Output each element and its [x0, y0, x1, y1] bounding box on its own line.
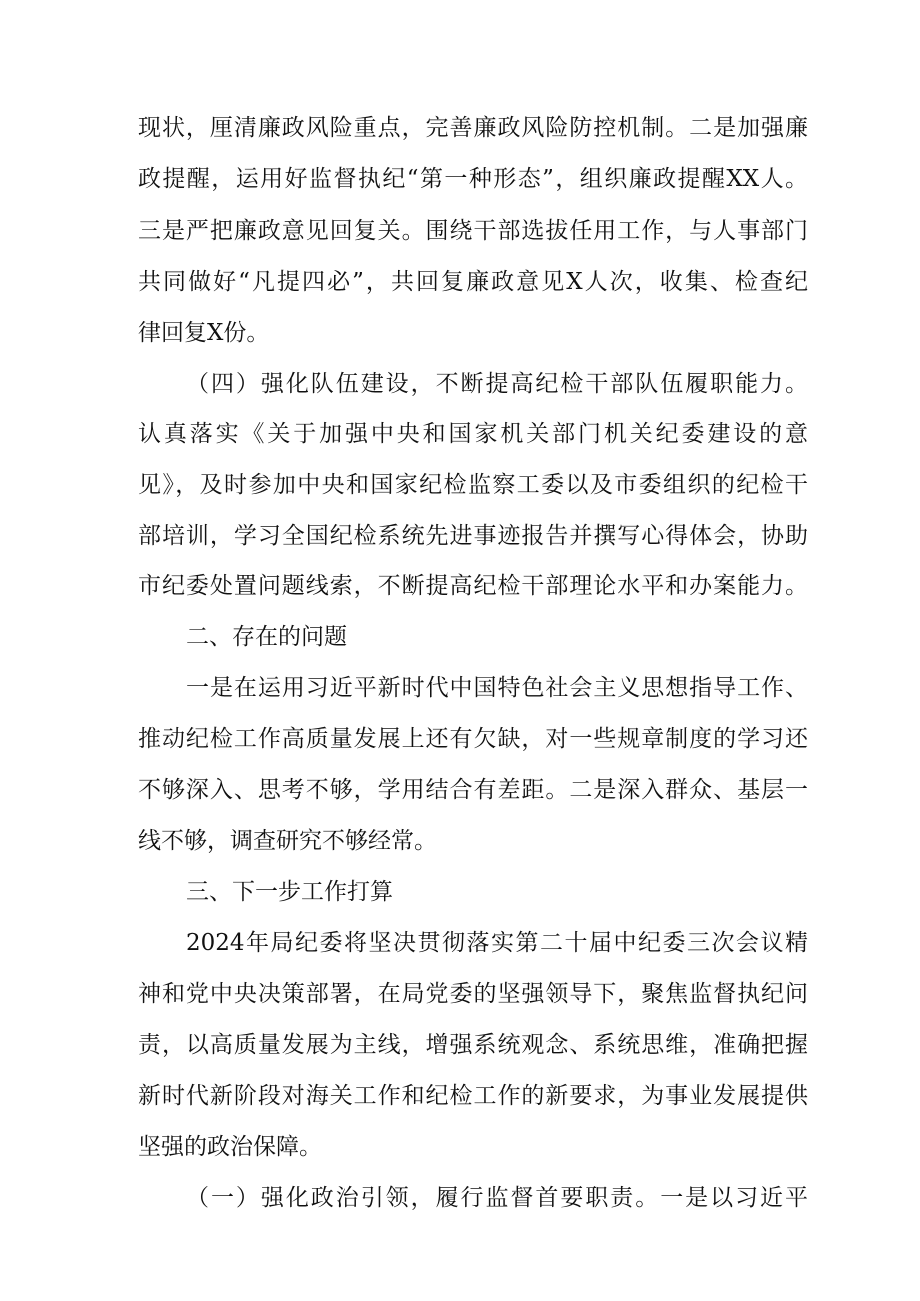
text-line: 一是在运用习近平新时代中国特色社会主义思想指导工作、 [186, 675, 808, 701]
text-line: 不够深入、思考不够，学用结合有差距。二是深入群众、基层一 [138, 777, 808, 803]
text-line: （四）强化队伍建设，不断提高纪检干部队伍履职能力。 [186, 371, 808, 397]
text-line: 市纪委处置问题线索，不断提高纪检干部理论水平和办案能力。 [138, 573, 808, 599]
text-line: 现状，厘清廉政风险重点，完善廉政风险防控机制。二是加强廉 [138, 115, 808, 141]
text-line: 线不够，调查研究不够经常。 [138, 828, 437, 854]
text-line: 三是严把廉政意见回复关。围绕干部选拔任用工作，与人事部门 [138, 218, 808, 244]
text-line: 神和党中央决策部署，在局党委的坚强领导下，聚焦监督执纪问 [138, 981, 808, 1007]
text-line: 律回复X份。 [138, 320, 270, 346]
text-line: 政提醒，运用好监督执纪“第一种形态”，组织廉政提醒XX人。 [138, 166, 808, 192]
section-heading: 二、存在的问题 [186, 624, 347, 650]
text-line: 责，以高质量发展为主线，增强系统观念、系统思维，准确把握 [138, 1032, 808, 1058]
text-line: 推动纪检工作高质量发展上还有欠缺，对一些规章制度的学习还 [138, 726, 808, 752]
text-line: 共同做好“凡提四必”，共回复廉政意见X人次，收集、检查纪 [138, 269, 808, 295]
text-line: 见》，及时参加中央和国家纪检监察工委以及市委组织的纪检干 [138, 472, 808, 498]
section-heading: 三、下一步工作打算 [186, 879, 393, 905]
text-line: 部培训，学习全国纪检系统先进事迹报告并撰写心得体会，协助 [138, 523, 808, 549]
text-line: 坚强的政治保障。 [138, 1134, 322, 1160]
text-line: 新时代新阶段对海关工作和纪检工作的新要求，为事业发展提供 [138, 1083, 808, 1109]
text-line: 2024年局纪委将坚决贯彻落实第二十届中纪委三次会议精 [186, 930, 808, 956]
text-line: 认真落实《关于加强中央和国家机关部门机关纪委建设的意 [138, 421, 808, 447]
text-line: （一）强化政治引领，履行监督首要职责。一是以习近平 [186, 1185, 808, 1211]
